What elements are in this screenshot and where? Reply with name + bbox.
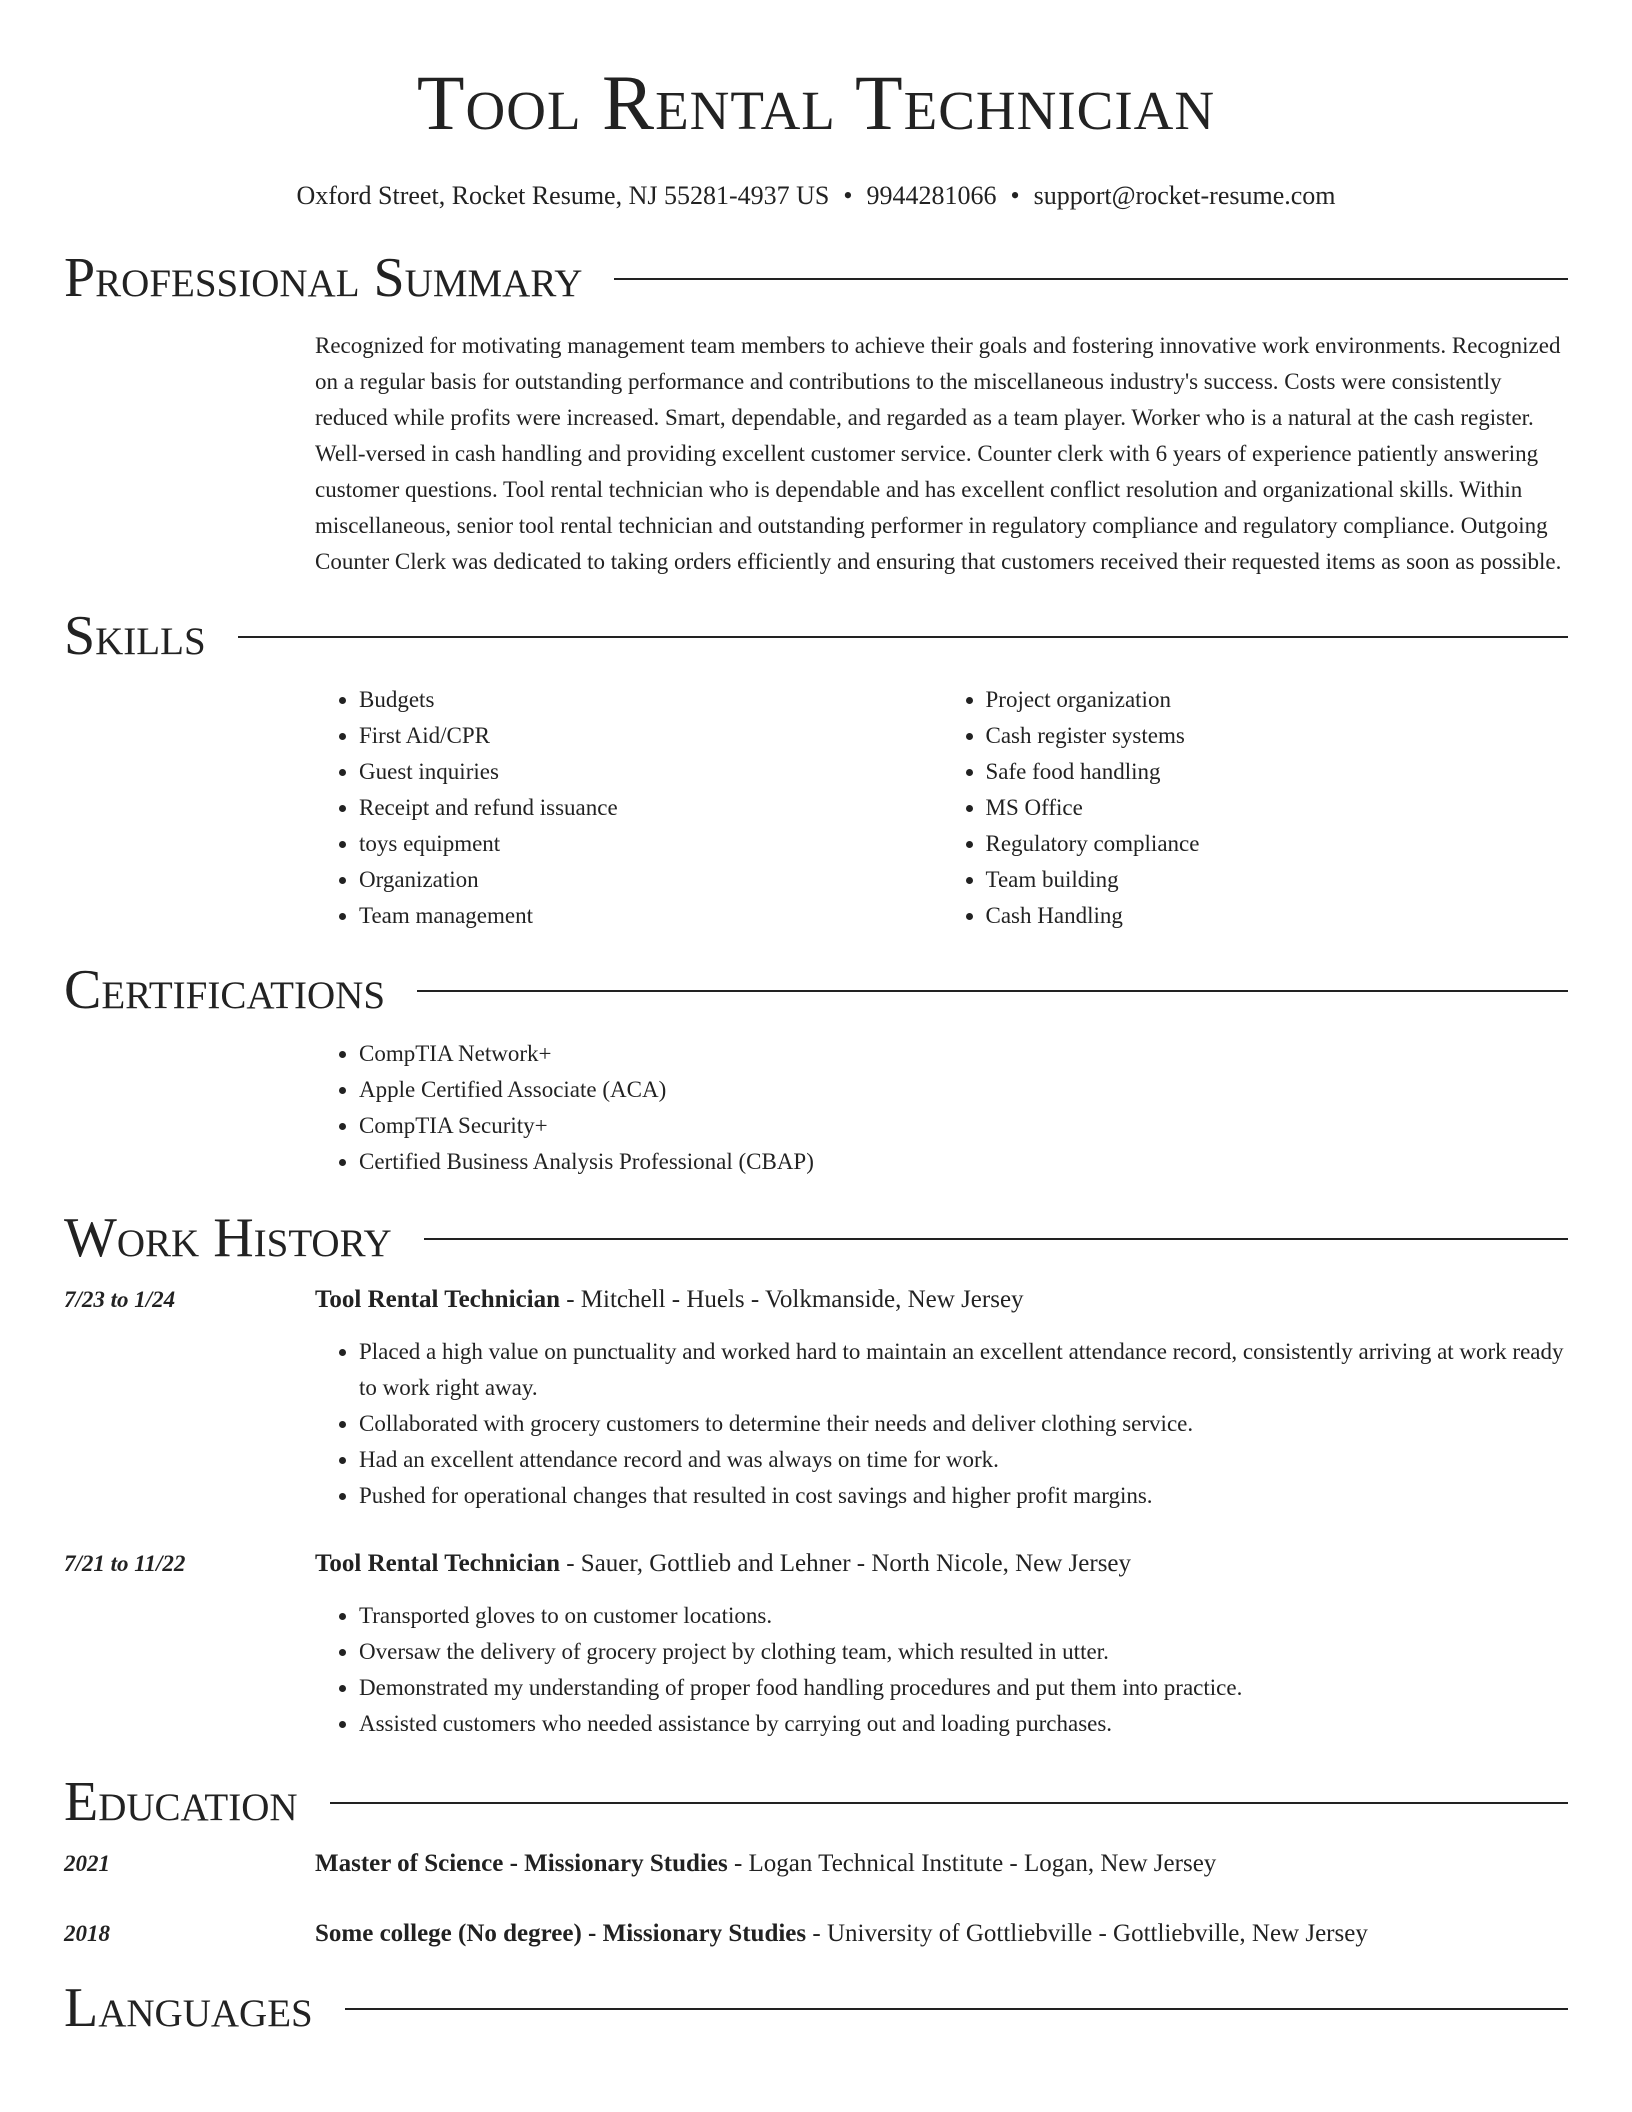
job-heading	[315, 1282, 1568, 1318]
skill-item: • MS Office	[986, 790, 1569, 826]
education-year: 2021	[64, 1851, 110, 1876]
certifications-title: Certifications	[64, 959, 386, 1021]
skill-item: • Team management	[359, 898, 942, 934]
skill-item: • Cash Handling	[986, 898, 1569, 934]
job-heading	[315, 1546, 1568, 1582]
education-details: - Logan Technical Institute - Logan, New Jersey	[727, 1850, 1217, 1877]
job-entry	[64, 1282, 1568, 1514]
skill-item: • Project organization	[986, 682, 1569, 718]
job-bullet: • Assisted customers who needed assistance by carrying out and loading purchases.	[359, 1706, 1568, 1742]
skill-item: • Budgets	[359, 682, 942, 718]
resume-name: Tool Rental Technician	[416, 59, 1216, 146]
summary-section	[64, 248, 1568, 580]
section-divider	[330, 1802, 1568, 1804]
education-entry	[64, 1846, 1568, 1882]
job-bullet: • Collaborated with grocery customers to determine their needs and deliver clothing service.	[359, 1406, 1568, 1442]
education-details: - University of Gottliebville - Gottliebville, New Jersey	[806, 1920, 1368, 1947]
certification-item: • Apple Certified Associate (ACA)	[359, 1072, 1568, 1108]
job-bullet: • Demonstrated my understanding of proper food handling procedures and put them into practice.	[359, 1670, 1568, 1706]
skill-item: • toys equipment	[359, 826, 942, 862]
certification-item: • CompTIA Network+	[359, 1036, 1568, 1072]
job-role: Tool Rental Technician	[315, 1550, 560, 1577]
education-year: 2018	[64, 1921, 110, 1946]
contact-separator: •	[1010, 181, 1020, 210]
job-bullet: • Pushed for operational changes that resulted in cost savings and higher profit margins.	[359, 1478, 1568, 1514]
skills-grid	[315, 682, 1568, 934]
job-bullets	[315, 1334, 1568, 1514]
education-degree: Some college (No degree) - Missionary Studies	[315, 1920, 807, 1947]
summary-title: Professional Summary	[64, 247, 583, 309]
certifications-section	[64, 960, 1568, 1180]
education-entry	[64, 1916, 1568, 1952]
skills-title: Skills	[64, 605, 206, 667]
job-dates: 7/23 to 1/24	[64, 1287, 176, 1312]
job-bullet: • Oversaw the delivery of grocery project by clothing team, which resulted in utter.	[359, 1634, 1568, 1670]
education-title: Education	[64, 1771, 298, 1833]
contact-phone: 9944281066	[866, 181, 997, 210]
summary-text: Recognized for motivating management team members to achieve their goals and fostering innovative work environments. Recognized on a regular basis for outstanding performance and contributions to the miscellaneous industry's success. Costs were consistently reduced while profits were increased. Smart, dependable, and regarded as a team player. Worker who is a natural at the cash register. Well-versed in cash handling and providing excellent customer service. Counter clerk with 6 years of experience patiently answering customer questions. Tool rental technician who is dependable and has excellent conflict resolution and organizational skills. Within miscellaneous, senior tool rental technician and outstanding performer in regulatory compliance and regulatory compliance. Outgoing Counter Clerk was dedicated to taking orders efficiently and ensuring that customers received their requested items as soon as possible.	[315, 333, 1562, 574]
section-divider	[417, 990, 1568, 992]
certification-item: • Certified Business Analysis Professional (CBAP)	[359, 1144, 1568, 1180]
certifications-heading	[64, 960, 1568, 1020]
contact-line	[64, 180, 1568, 212]
skill-item: • First Aid/CPR	[359, 718, 942, 754]
skills-list-left	[315, 682, 942, 934]
job-bullet: • Transported gloves to on customer locations.	[359, 1598, 1568, 1634]
section-divider	[238, 636, 1568, 638]
job-bullets	[315, 1598, 1568, 1742]
job-bullet: • Had an excellent attendance record and was always on time for work.	[359, 1442, 1568, 1478]
skill-item: • Receipt and refund issuance	[359, 790, 942, 826]
skills-heading	[64, 606, 1568, 666]
languages-title: Languages	[64, 1977, 313, 2039]
work-section	[64, 1208, 1568, 1742]
contact-separator: •	[843, 181, 853, 210]
education-heading-line	[315, 1846, 1568, 1882]
job-bullet: • Placed a high value on punctuality and worked hard to maintain an excellent attendance record, consistently arriving at work ready to work right away.	[359, 1334, 1568, 1406]
summary-heading	[64, 248, 1568, 308]
job-details: - Mitchell - Huels - Volkmanside, New Jersey	[559, 1286, 1024, 1313]
education-section	[64, 1772, 1568, 1952]
work-heading	[64, 1208, 1568, 1268]
contact-email: support@rocket-resume.com	[1033, 181, 1336, 210]
skill-item: • Regulatory compliance	[986, 826, 1569, 862]
skill-item: • Cash register systems	[986, 718, 1569, 754]
skill-item: • Organization	[359, 862, 942, 898]
skill-item: • Guest inquiries	[359, 754, 942, 790]
job-role: Tool Rental Technician	[315, 1286, 560, 1313]
education-heading-line	[315, 1916, 1568, 1952]
certification-item: • CompTIA Security+	[359, 1108, 1568, 1144]
skills-list-right	[942, 682, 1569, 934]
languages-heading	[64, 1978, 1568, 2038]
languages-section	[64, 1978, 1568, 2038]
skill-item: • Safe food handling	[986, 754, 1569, 790]
skills-section	[64, 606, 1568, 934]
job-details: - Sauer, Gottlieb and Lehner - North Nicole, New Jersey	[559, 1550, 1132, 1577]
section-divider	[614, 278, 1568, 280]
certifications-list	[315, 1036, 1568, 1180]
contact-address: Oxford Street, Rocket Resume, NJ 55281-4937 US	[296, 181, 830, 210]
skill-item: • Team building	[986, 862, 1569, 898]
section-divider	[424, 1238, 1568, 1240]
education-heading	[64, 1772, 1568, 1832]
work-title: Work History	[64, 1207, 392, 1269]
education-degree: Master of Science - Missionary Studies	[315, 1850, 728, 1877]
job-dates: 7/21 to 11/22	[64, 1551, 186, 1576]
job-entry	[64, 1546, 1568, 1742]
section-divider	[345, 2008, 1568, 2010]
